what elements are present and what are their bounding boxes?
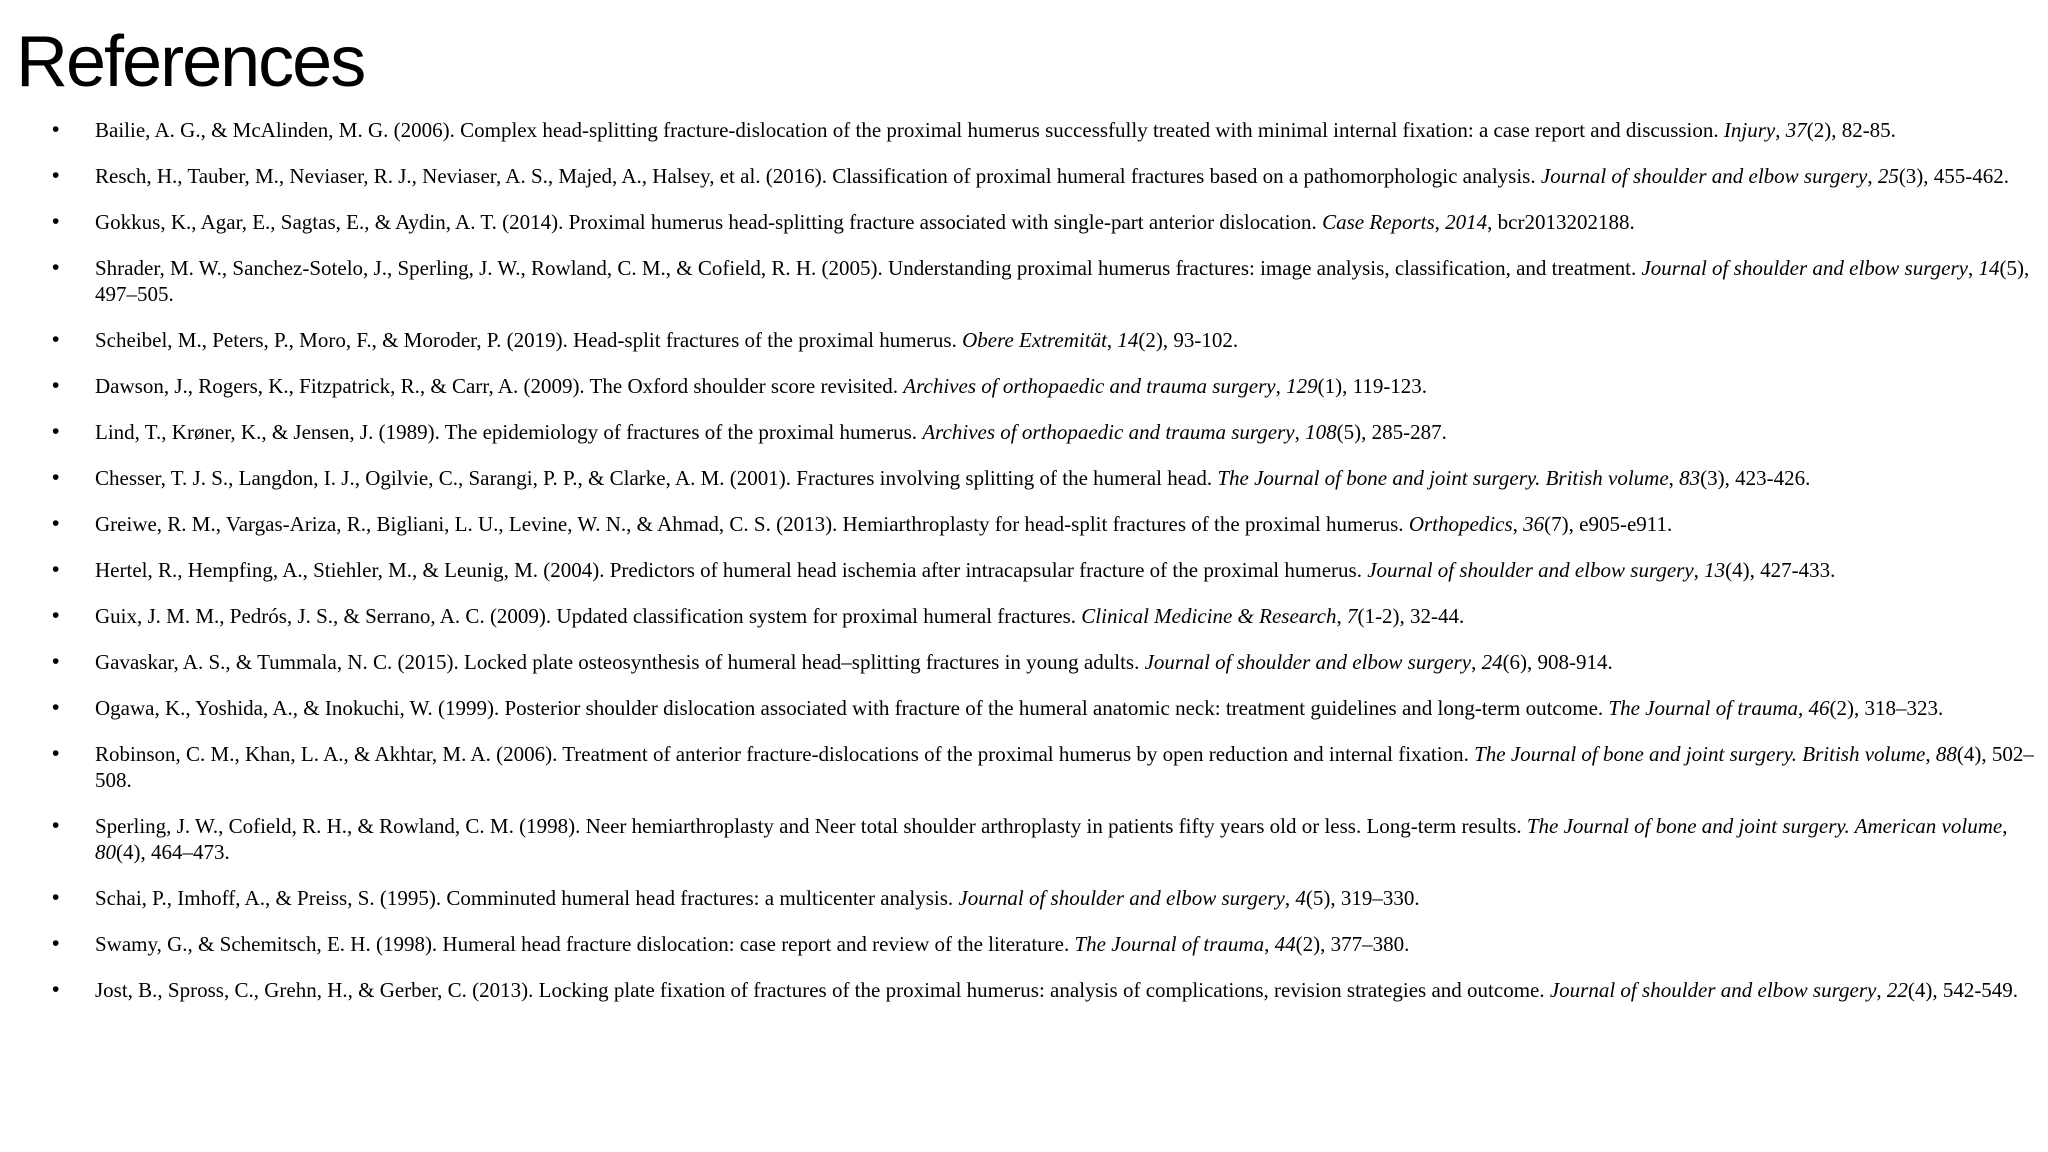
- reference-item: [0, 649, 2048, 675]
- reference-authors-title: Robinson, C. M., Khan, L. A., & Akhtar, M. A. (2006). Treatment of anterior fracture-dislocations of the proximal humerus by open reduction and internal fixation.: [95, 742, 1475, 766]
- reference-issue-pages: , bcr2013202188.: [1487, 210, 1635, 234]
- reference-volume: 7: [1347, 604, 1358, 628]
- bullet-icon: •: [52, 814, 60, 837]
- bullet-icon: •: [52, 420, 60, 443]
- reference-text: [95, 604, 1464, 628]
- reference-authors-title: Sperling, J. W., Cofield, R. H., & Rowland, C. M. (1998). Neer hemiarthroplasty and Neer total shoulder arthroplasty in patients fifty years old or less. Long-term results.: [95, 814, 1527, 838]
- page-title: References: [16, 22, 365, 102]
- reference-separator: ,: [1798, 696, 1809, 720]
- reference-item: [0, 977, 2048, 1003]
- reference-separator: ,: [1336, 604, 1347, 628]
- reference-text: [95, 814, 2007, 864]
- reference-issue-pages: (2), 93-102.: [1138, 328, 1239, 352]
- reference-separator: ,: [1512, 512, 1524, 536]
- reference-issue-pages: (5), 285-287.: [1336, 420, 1447, 444]
- reference-item: [0, 327, 2048, 353]
- reference-item: [0, 163, 2048, 189]
- reference-item: [0, 465, 2048, 491]
- reference-source: Clinical Medicine & Research: [1081, 604, 1337, 628]
- reference-authors-title: Shrader, M. W., Sanchez-Sotelo, J., Sperling, J. W., Rowland, C. M., & Cofield, R. H. (2005). Understanding proximal humerus fractures: image analysis, classification, and treatment.: [95, 256, 1642, 280]
- reference-separator: ,: [1471, 650, 1482, 674]
- reference-issue-pages: (5), 497–505.: [95, 256, 2030, 306]
- reference-item: [0, 255, 2048, 307]
- reference-item: [0, 603, 2048, 629]
- reference-volume: 37: [1785, 118, 1807, 142]
- bullet-icon: •: [52, 696, 60, 719]
- reference-authors-title: Bailie, A. G., & McAlinden, M. G. (2006). Complex head-splitting fracture-dislocation of the proximal humerus successfully treated with minimal internal fixation: a case report and discussion.: [95, 118, 1724, 142]
- reference-volume: 80: [95, 840, 116, 864]
- reference-volume: 25: [1877, 164, 1899, 188]
- reference-list: [0, 117, 2048, 1023]
- reference-issue-pages: (4), 502–508.: [95, 742, 2034, 792]
- reference-authors-title: Chesser, T. J. S., Langdon, I. J., Ogilvie, C., Sarangi, P. P., & Clarke, A. M. (2001). Fractures involving splitting of the humeral head.: [95, 466, 1218, 490]
- reference-text: [95, 932, 1409, 956]
- reference-volume: 24: [1481, 650, 1503, 674]
- reference-source: Obere Extremität: [962, 328, 1107, 352]
- reference-item: [0, 741, 2048, 793]
- bullet-icon: •: [52, 164, 60, 187]
- reference-volume: 88: [1935, 742, 1957, 766]
- reference-source: The Journal of bone and joint surgery. American volume: [1526, 814, 2003, 838]
- bullet-icon: •: [52, 328, 60, 351]
- reference-separator: ,: [1668, 466, 1680, 490]
- reference-authors-title: Lind, T., Krøner, K., & Jensen, J. (1989). The epidemiology of fractures of the proximal humerus.: [95, 420, 923, 444]
- reference-text: [95, 210, 1635, 234]
- reference-separator: ,: [1867, 164, 1878, 188]
- reference-issue-pages: (1-2), 32-44.: [1357, 604, 1465, 628]
- reference-volume: 46: [1808, 696, 1830, 720]
- reference-separator: ,: [1264, 932, 1275, 956]
- reference-authors-title: Guix, J. M. M., Pedrós, J. S., & Serrano, A. C. (2009). Updated classification system for proximal humeral fractures.: [95, 604, 1082, 628]
- reference-authors-title: Schai, P., Imhoff, A., & Preiss, S. (1995). Comminuted humeral head fractures: a multicenter analysis.: [95, 886, 959, 910]
- reference-issue-pages: (4), 427-433.: [1725, 558, 1836, 582]
- reference-text: [95, 742, 2034, 792]
- reference-separator: ,: [2002, 814, 2008, 838]
- reference-item: [0, 117, 2048, 143]
- bullet-icon: •: [52, 512, 60, 535]
- reference-issue-pages: (5), 319–330.: [1305, 886, 1420, 910]
- reference-source: The Journal of bone and joint surgery. British volume: [1474, 742, 1926, 766]
- reference-issue-pages: (4), 542-549.: [1907, 978, 2019, 1002]
- reference-volume: 2014: [1445, 210, 1488, 234]
- reference-item: [0, 373, 2048, 399]
- reference-separator: ,: [1275, 374, 1287, 398]
- bullet-icon: •: [52, 210, 60, 233]
- bullet-icon: •: [52, 374, 60, 397]
- reference-text: [95, 256, 2029, 306]
- reference-authors-title: Swamy, G., & Schemitsch, E. H. (1998). Humeral head fracture dislocation: case report and review of the literature.: [95, 932, 1075, 956]
- reference-issue-pages: (3), 423-426.: [1700, 466, 1811, 490]
- reference-text: [95, 978, 2018, 1002]
- bullet-icon: •: [52, 650, 60, 673]
- reference-text: [95, 118, 1896, 142]
- reference-authors-title: Scheibel, M., Peters, P., Moro, F., & Moroder, P. (2019). Head-split fractures of the proximal humerus.: [95, 328, 963, 352]
- reference-source: Journal of shoulder and elbow surgery: [1641, 256, 1968, 280]
- reference-authors-title: Hertel, R., Hempfing, A., Stiehler, M., & Leunig, M. (2004). Predictors of humeral head ischemia after intracapsular fracture of the proximal humerus.: [95, 558, 1368, 582]
- reference-source: The Journal of trauma: [1608, 696, 1798, 720]
- reference-authors-title: Dawson, J., Rogers, K., Fitzpatrick, R., & Carr, A. (2009). The Oxford shoulder score revisited.: [95, 374, 904, 398]
- reference-volume: 36: [1523, 512, 1545, 536]
- reference-text: [95, 466, 1810, 490]
- reference-separator: ,: [1925, 742, 1936, 766]
- reference-text: [95, 512, 1672, 536]
- bullet-icon: •: [52, 886, 60, 909]
- reference-source: The Journal of bone and joint surgery. British volume: [1217, 466, 1669, 490]
- reference-volume: 14: [1117, 328, 1139, 352]
- reference-issue-pages: (2), 377–380.: [1295, 932, 1410, 956]
- reference-text: [95, 696, 1943, 720]
- reference-authors-title: Resch, H., Tauber, M., Neviaser, R. J., Neviaser, A. S., Majed, A., Halsey, et al. (2016). Classification of proximal humeral fractures based on a pathomorphologic analysis.: [95, 164, 1541, 188]
- reference-source: Archives of orthopaedic and trauma surgery: [922, 420, 1295, 444]
- reference-volume: 44: [1274, 932, 1296, 956]
- reference-source: Archives of orthopaedic and trauma surgery: [903, 374, 1276, 398]
- reference-source: Journal of shoulder and elbow surgery: [1540, 164, 1868, 188]
- reference-source: Journal of shoulder and elbow surgery: [958, 886, 1285, 910]
- reference-authors-title: Jost, B., Spross, C., Grehn, H., & Gerber, C. (2013). Locking plate fixation of fractures of the proximal humerus: analysis of complications, revision strategies and outcome.: [95, 978, 1550, 1002]
- reference-item: [0, 557, 2048, 583]
- bullet-icon: •: [52, 558, 60, 581]
- reference-source: Orthopedics: [1408, 512, 1513, 536]
- reference-text: [95, 374, 1427, 398]
- reference-item: [0, 209, 2048, 235]
- reference-source: Journal of shoulder and elbow surgery: [1549, 978, 1877, 1002]
- bullet-icon: •: [52, 118, 60, 141]
- reference-issue-pages: (1), 119-123.: [1317, 374, 1428, 398]
- reference-separator: ,: [1967, 256, 1979, 280]
- reference-separator: ,: [1876, 978, 1887, 1002]
- reference-item: [0, 419, 2048, 445]
- reference-issue-pages: (4), 464–473.: [116, 840, 230, 864]
- reference-item: [0, 511, 2048, 537]
- reference-issue-pages: (2), 318–323.: [1829, 696, 1944, 720]
- reference-issue-pages: (2), 82-85.: [1806, 118, 1896, 142]
- reference-volume: 14: [1978, 256, 2000, 280]
- bullet-icon: •: [52, 604, 60, 627]
- reference-source: Case Reports: [1322, 210, 1435, 234]
- reference-volume: 108: [1305, 420, 1337, 444]
- reference-source: Injury: [1723, 118, 1776, 142]
- reference-text: [95, 420, 1447, 444]
- reference-authors-title: Gokkus, K., Agar, E., Sagtas, E., & Aydin, A. T. (2014). Proximal humerus head-splitting fracture associated with single-part anterior dislocation.: [95, 210, 1323, 234]
- reference-volume: 22: [1886, 978, 1908, 1002]
- reference-issue-pages: (3), 455-462.: [1898, 164, 2010, 188]
- reference-item: [0, 695, 2048, 721]
- reference-issue-pages: (6), 908-914.: [1502, 650, 1613, 674]
- reference-separator: ,: [1294, 420, 1306, 444]
- reference-separator: ,: [1775, 118, 1786, 142]
- reference-item: [0, 885, 2048, 911]
- reference-text: [95, 558, 1835, 582]
- reference-item: [0, 813, 2048, 865]
- reference-separator: ,: [1284, 886, 1296, 910]
- reference-separator: ,: [1434, 210, 1446, 234]
- reference-text: [95, 164, 2009, 188]
- bullet-icon: •: [52, 932, 60, 955]
- reference-text: [95, 328, 1238, 352]
- reference-source: Journal of shoulder and elbow surgery: [1367, 558, 1694, 582]
- reference-volume: 129: [1286, 374, 1318, 398]
- reference-authors-title: Greiwe, R. M., Vargas-Ariza, R., Bigliani, L. U., Levine, W. N., & Ahmad, C. S. (2013). Hemiarthroplasty for head-split fractures of the proximal humerus.: [95, 512, 1409, 536]
- reference-volume: 13: [1704, 558, 1726, 582]
- reference-item: [0, 931, 2048, 957]
- reference-separator: ,: [1693, 558, 1705, 582]
- reference-text: [95, 650, 1613, 674]
- reference-volume: 4: [1295, 886, 1306, 910]
- reference-source: The Journal of trauma: [1074, 932, 1265, 956]
- reference-source: Journal of shoulder and elbow surgery: [1144, 650, 1472, 674]
- bullet-icon: •: [52, 978, 60, 1001]
- reference-volume: 83: [1679, 466, 1701, 490]
- reference-issue-pages: (7), e905-e911.: [1544, 512, 1673, 536]
- reference-authors-title: Gavaskar, A. S., & Tummala, N. C. (2015). Locked plate osteosynthesis of humeral head–splitting fractures in young adults.: [95, 650, 1145, 674]
- reference-text: [95, 886, 1420, 910]
- bullet-icon: •: [52, 466, 60, 489]
- bullet-icon: •: [52, 742, 60, 765]
- bullet-icon: •: [52, 256, 60, 279]
- reference-separator: ,: [1106, 328, 1118, 352]
- reference-authors-title: Ogawa, K., Yoshida, A., & Inokuchi, W. (1999). Posterior shoulder dislocation associated with fracture of the humeral anatomic neck: treatment guidelines and long-term outcome.: [95, 696, 1609, 720]
